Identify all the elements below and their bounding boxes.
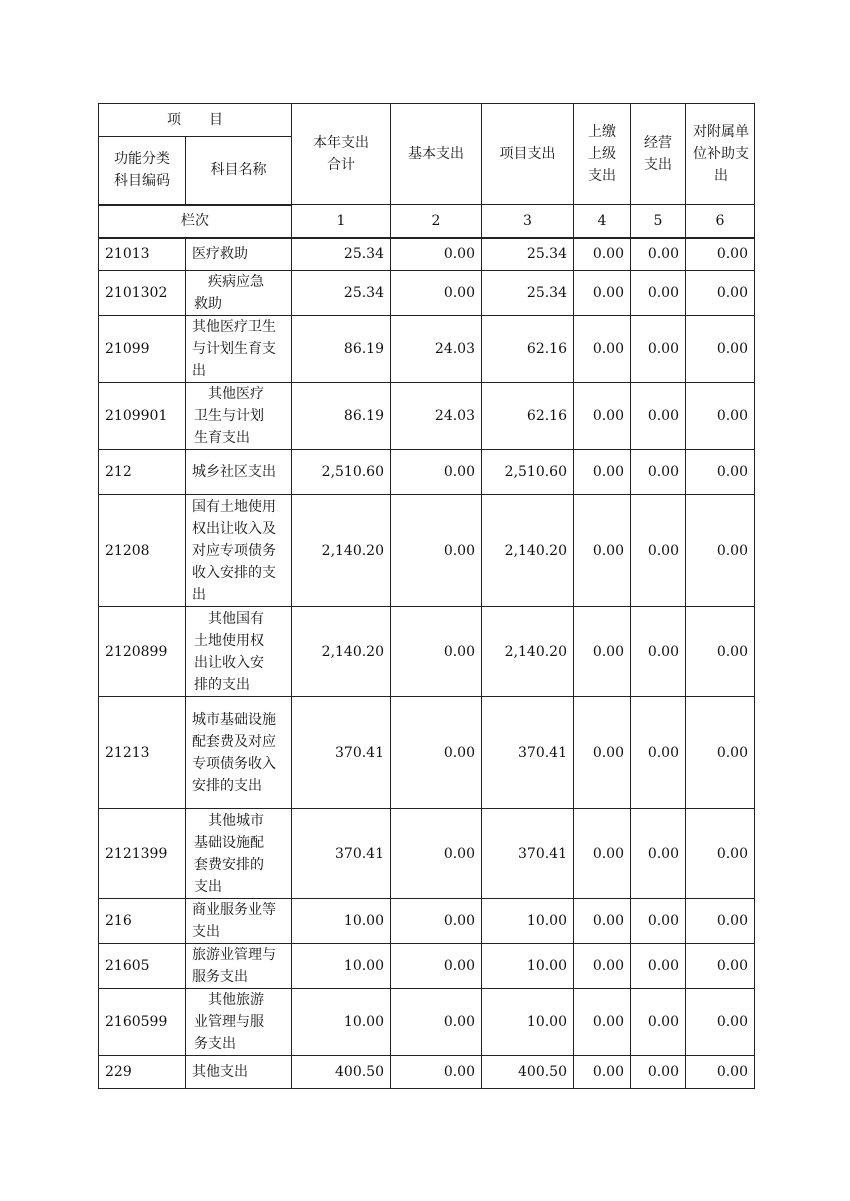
row-basic: 0.00 <box>391 607 482 697</box>
row-name-text: 其他医疗卫生与计划生育支出 <box>194 386 264 446</box>
row-total: 2,510.60 <box>292 450 391 495</box>
row-subsidy: 0.00 <box>686 809 755 899</box>
row-subsidy: 0.00 <box>686 989 755 1056</box>
row-subsidy: 0.00 <box>686 697 755 809</box>
header-seq-3: 3 <box>482 205 574 238</box>
row-name <box>186 809 292 899</box>
row-subsidy: 0.00 <box>686 383 755 450</box>
header-total <box>292 104 391 205</box>
row-upper: 0.00 <box>574 944 631 989</box>
row-subsidy: 0.00 <box>686 944 755 989</box>
row-operating: 0.00 <box>631 989 686 1056</box>
row-basic: 0.00 <box>391 495 482 607</box>
table-row <box>99 697 755 809</box>
header-basic: 基本支出 <box>391 104 482 205</box>
row-total: 86.19 <box>292 316 391 383</box>
table-row <box>99 271 755 316</box>
row-name <box>186 271 292 316</box>
row-project: 10.00 <box>482 944 574 989</box>
table-row <box>99 809 755 899</box>
header-item: 项 目 <box>99 104 292 137</box>
row-total: 25.34 <box>292 271 391 316</box>
table-header <box>99 104 755 238</box>
row-name-text: 其他旅游业管理与服务支出 <box>194 992 264 1052</box>
row-project: 2,140.20 <box>482 607 574 697</box>
table-body <box>99 238 755 1089</box>
table-row <box>99 607 755 697</box>
header-seq-2: 2 <box>391 205 482 238</box>
row-name <box>186 944 292 989</box>
row-name-text: 其他国有土地使用权出让收入安排的支出 <box>194 610 264 693</box>
row-operating: 0.00 <box>631 238 686 271</box>
row-name <box>186 1056 292 1089</box>
row-subsidy: 0.00 <box>686 607 755 697</box>
row-name <box>186 697 292 809</box>
row-project: 10.00 <box>482 899 574 944</box>
row-code: 2109901 <box>99 383 186 450</box>
row-code: 229 <box>99 1056 186 1089</box>
table-row <box>99 944 755 989</box>
row-name-text: 疾病应急救助 <box>194 274 264 312</box>
row-upper: 0.00 <box>574 450 631 495</box>
header-project: 项目支出 <box>482 104 574 205</box>
row-basic: 0.00 <box>391 271 482 316</box>
row-subsidy: 0.00 <box>686 1056 755 1089</box>
row-total: 400.50 <box>292 1056 391 1089</box>
row-subsidy: 0.00 <box>686 495 755 607</box>
row-code: 216 <box>99 899 186 944</box>
row-name-text: 城乡社区支出 <box>192 464 276 480</box>
row-total: 10.00 <box>292 944 391 989</box>
row-upper: 0.00 <box>574 271 631 316</box>
row-basic: 24.03 <box>391 383 482 450</box>
row-name-text: 城市基础设施配套费及对应专项债务收入安排的支出 <box>192 711 276 794</box>
row-operating: 0.00 <box>631 607 686 697</box>
header-func-code-text: 功能分类科目编码 <box>114 151 170 190</box>
row-code: 2120899 <box>99 607 186 697</box>
row-operating: 0.00 <box>631 899 686 944</box>
table-row <box>99 316 755 383</box>
row-upper: 0.00 <box>574 809 631 899</box>
row-project: 2,140.20 <box>482 495 574 607</box>
row-name <box>186 450 292 495</box>
table-row <box>99 495 755 607</box>
row-name-text: 其他支出 <box>192 1064 248 1080</box>
row-code: 2160599 <box>99 989 186 1056</box>
row-name <box>186 495 292 607</box>
header-seq-4: 4 <box>574 205 631 238</box>
row-project: 10.00 <box>482 989 574 1056</box>
row-subsidy: 0.00 <box>686 271 755 316</box>
row-project: 62.16 <box>482 383 574 450</box>
row-total: 370.41 <box>292 809 391 899</box>
row-project: 25.34 <box>482 271 574 316</box>
row-name <box>186 238 292 271</box>
row-project: 62.16 <box>482 316 574 383</box>
header-operating <box>631 104 686 205</box>
row-name-text: 其他城市基础设施配套费安排的支出 <box>194 812 264 895</box>
row-code: 2121399 <box>99 809 186 899</box>
table-row <box>99 238 755 271</box>
row-code: 21213 <box>99 697 186 809</box>
table-row <box>99 899 755 944</box>
row-total: 10.00 <box>292 899 391 944</box>
header-seq-6: 6 <box>686 205 755 238</box>
row-basic: 0.00 <box>391 238 482 271</box>
row-operating: 0.00 <box>631 495 686 607</box>
row-upper: 0.00 <box>574 383 631 450</box>
row-operating: 0.00 <box>631 944 686 989</box>
row-operating: 0.00 <box>631 809 686 899</box>
row-project: 25.34 <box>482 238 574 271</box>
row-code: 212 <box>99 450 186 495</box>
row-basic: 24.03 <box>391 316 482 383</box>
header-total-text: 本年支出合计 <box>313 135 369 173</box>
header-subject-name: 科目名称 <box>186 137 292 205</box>
header-upper <box>574 104 631 205</box>
row-upper: 0.00 <box>574 495 631 607</box>
row-upper: 0.00 <box>574 316 631 383</box>
row-basic: 0.00 <box>391 697 482 809</box>
table-row <box>99 450 755 495</box>
row-basic: 0.00 <box>391 809 482 899</box>
row-operating: 0.00 <box>631 316 686 383</box>
row-total: 10.00 <box>292 989 391 1056</box>
row-total: 2,140.20 <box>292 495 391 607</box>
header-seq-1: 1 <box>292 205 391 238</box>
header-seq-5: 5 <box>631 205 686 238</box>
row-basic: 0.00 <box>391 450 482 495</box>
row-project: 2,510.60 <box>482 450 574 495</box>
row-name-text: 其他医疗卫生与计划生育支出 <box>192 319 276 379</box>
row-subsidy: 0.00 <box>686 450 755 495</box>
row-upper: 0.00 <box>574 899 631 944</box>
row-project: 400.50 <box>482 1056 574 1089</box>
row-total: 86.19 <box>292 383 391 450</box>
row-code: 21013 <box>99 238 186 271</box>
row-subsidy: 0.00 <box>686 316 755 383</box>
header-subsidy-text: 对附属单位补助支出 <box>693 124 749 184</box>
row-upper: 0.00 <box>574 1056 631 1089</box>
row-operating: 0.00 <box>631 697 686 809</box>
row-subsidy: 0.00 <box>686 899 755 944</box>
header-subsidy <box>686 104 755 205</box>
header-operating-text: 经营支出 <box>644 135 672 173</box>
table-row <box>99 989 755 1056</box>
row-project: 370.41 <box>482 809 574 899</box>
row-operating: 0.00 <box>631 450 686 495</box>
row-operating: 0.00 <box>631 271 686 316</box>
row-total: 25.34 <box>292 238 391 271</box>
row-operating: 0.00 <box>631 383 686 450</box>
row-upper: 0.00 <box>574 697 631 809</box>
header-func-code <box>99 137 186 205</box>
row-code: 21605 <box>99 944 186 989</box>
row-basic: 0.00 <box>391 1056 482 1089</box>
row-upper: 0.00 <box>574 607 631 697</box>
row-code: 21208 <box>99 495 186 607</box>
row-name-text: 商业服务业等支出 <box>192 902 276 940</box>
header-seq-label: 栏次 <box>99 205 292 238</box>
row-total: 2,140.20 <box>292 607 391 697</box>
row-total: 370.41 <box>292 697 391 809</box>
row-basic: 0.00 <box>391 899 482 944</box>
row-name <box>186 899 292 944</box>
row-upper: 0.00 <box>574 989 631 1056</box>
table-row <box>99 383 755 450</box>
row-upper: 0.00 <box>574 238 631 271</box>
row-name <box>186 607 292 697</box>
row-subsidy: 0.00 <box>686 238 755 271</box>
row-code: 2101302 <box>99 271 186 316</box>
row-name <box>186 316 292 383</box>
row-name-text: 国有土地使用权出让收入及对应专项债务收入安排的支出 <box>192 498 276 603</box>
row-name <box>186 989 292 1056</box>
header-upper-text: 上缴上级支出 <box>588 124 616 184</box>
row-basic: 0.00 <box>391 944 482 989</box>
row-name-text: 旅游业管理与服务支出 <box>192 947 276 985</box>
row-name <box>186 383 292 450</box>
row-code: 21099 <box>99 316 186 383</box>
table-row <box>99 1056 755 1089</box>
row-name-text: 医疗救助 <box>192 246 248 263</box>
row-project: 370.41 <box>482 697 574 809</box>
row-operating: 0.00 <box>631 1056 686 1089</box>
expenditure-table <box>98 103 755 1089</box>
row-basic: 0.00 <box>391 989 482 1056</box>
